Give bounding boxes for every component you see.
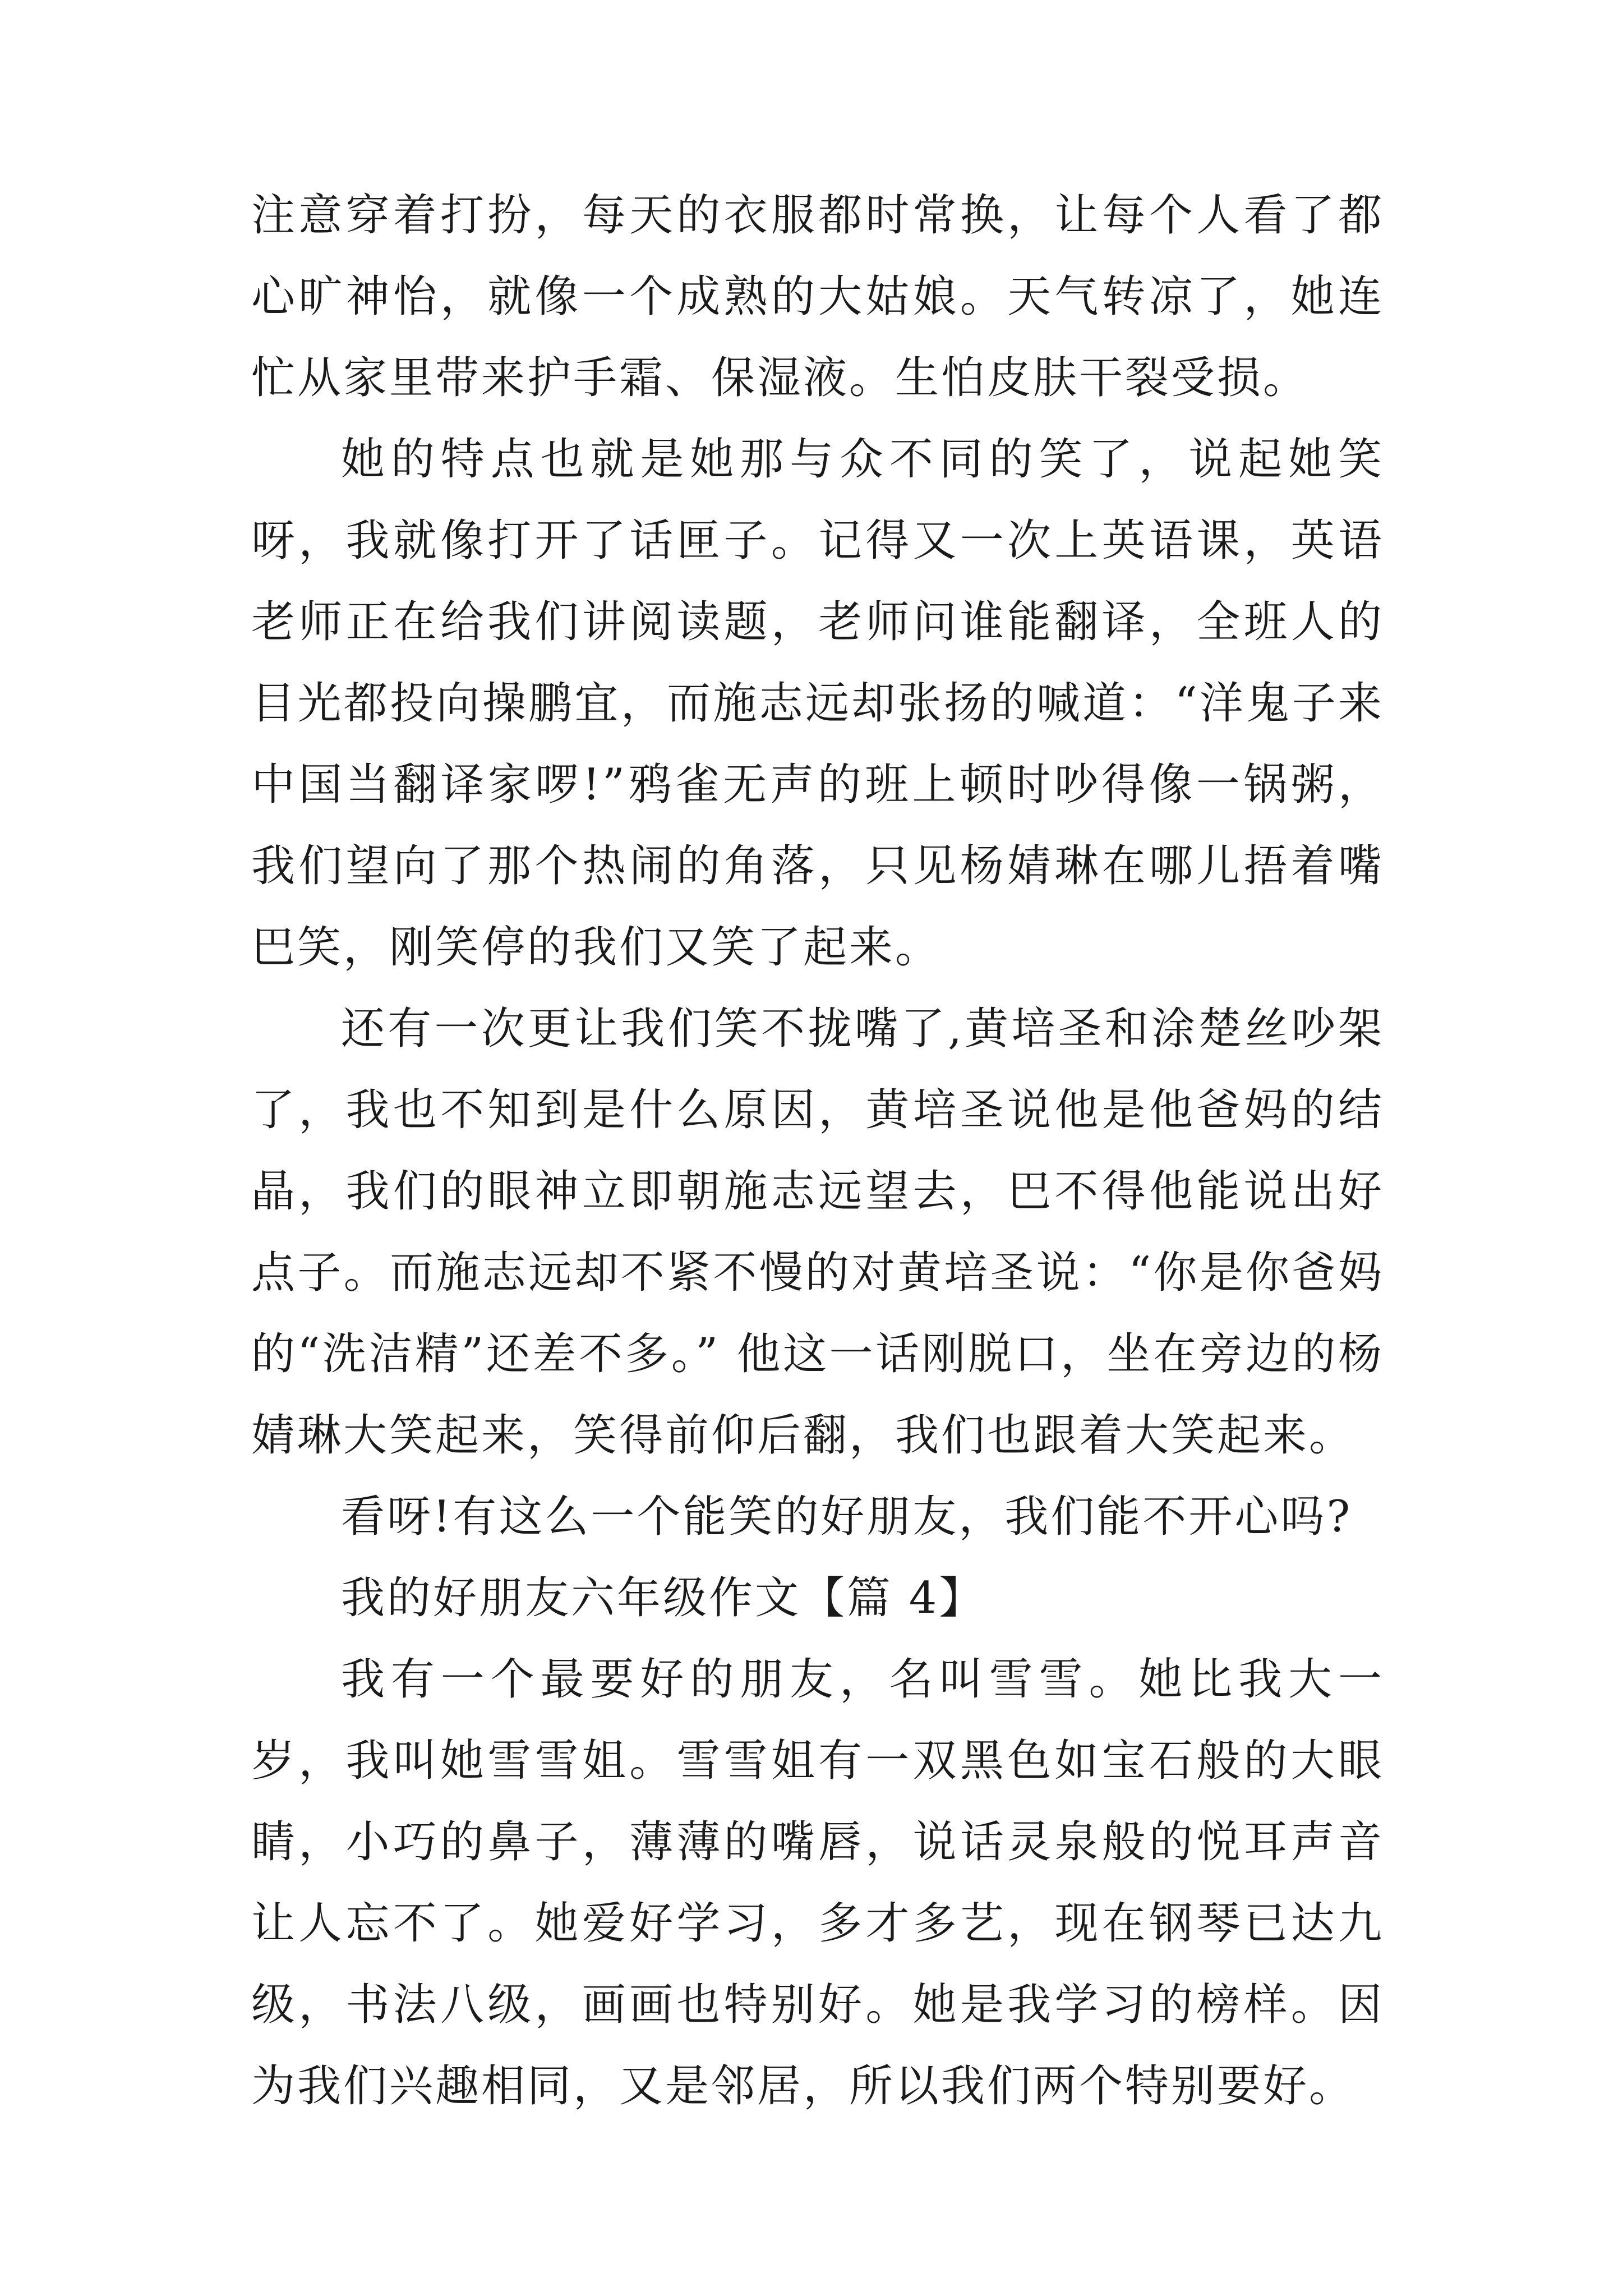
paragraph: 注意穿着打扮，每天的衣服都时常换，让每个人看了都心旷神怡，就像一个成熟的大姑娘。天气转凉了，她连忙从家里带来护手霜、保湿液。生怕皮肤干裂受损。 <box>251 190 1384 403</box>
paragraph: 还有一次更让我们笑不拢嘴了,黄培圣和涂楚丝吵架了，我也不知到是什么原因，黄培圣说他是他爸妈的结晶，我们的眼神立即朝施志远望去，巴不得他能说出好点子。而施志远却不紧不慢的对黄培圣说：“你是你爸妈的“洗洁精”还差不多。” 他这一话刚脱口，坐在旁边的杨婧琳大笑起来，笑得前仰后翻，我们也跟着大笑起来。 <box>251 1004 1384 1461</box>
paragraph: 看呀!有这么一个能笑的好朋友，我们能不开心吗? <box>341 1492 1353 1542</box>
paragraph: 我有一个最要好的朋友，名叫雪雪。她比我大一岁，我叫她雪雪姐。雪雪姐有一双黑色如宝石般的大眼睛，小巧的鼻子，薄薄的嘴唇，说话灵泉般的悦耳声音让人忘不了。她爱好学习，多才多艺，现在钢琴已达九级，书法八级，画画也特别好。她是我学习的榜样。因为我们兴趣相同，又是邻居，所以我们两个特别要好。 <box>251 1654 1384 2111</box>
section-heading: 我的好朋友六年级作文【篇 4】 <box>341 1573 985 1623</box>
paragraph: 她的特点也就是她那与众不同的笑了，说起她笑呀，我就像打开了话匣子。记得又一次上英语课，英语老师正在给我们讲阅读题，老师问谁能翻译，全班人的目光都投向操鹏宜，而施志远却张扬的喊道：“洋鬼子来中国当翻译家啰!”鸦雀无声的班上顿时吵得像一锅粥，我们望向了那个热闹的角落，只见杨婧琳在哪儿捂着嘴巴笑，刚笑停的我们又笑了起来。 <box>251 434 1384 973</box>
document-body <box>251 175 1384 2127</box>
